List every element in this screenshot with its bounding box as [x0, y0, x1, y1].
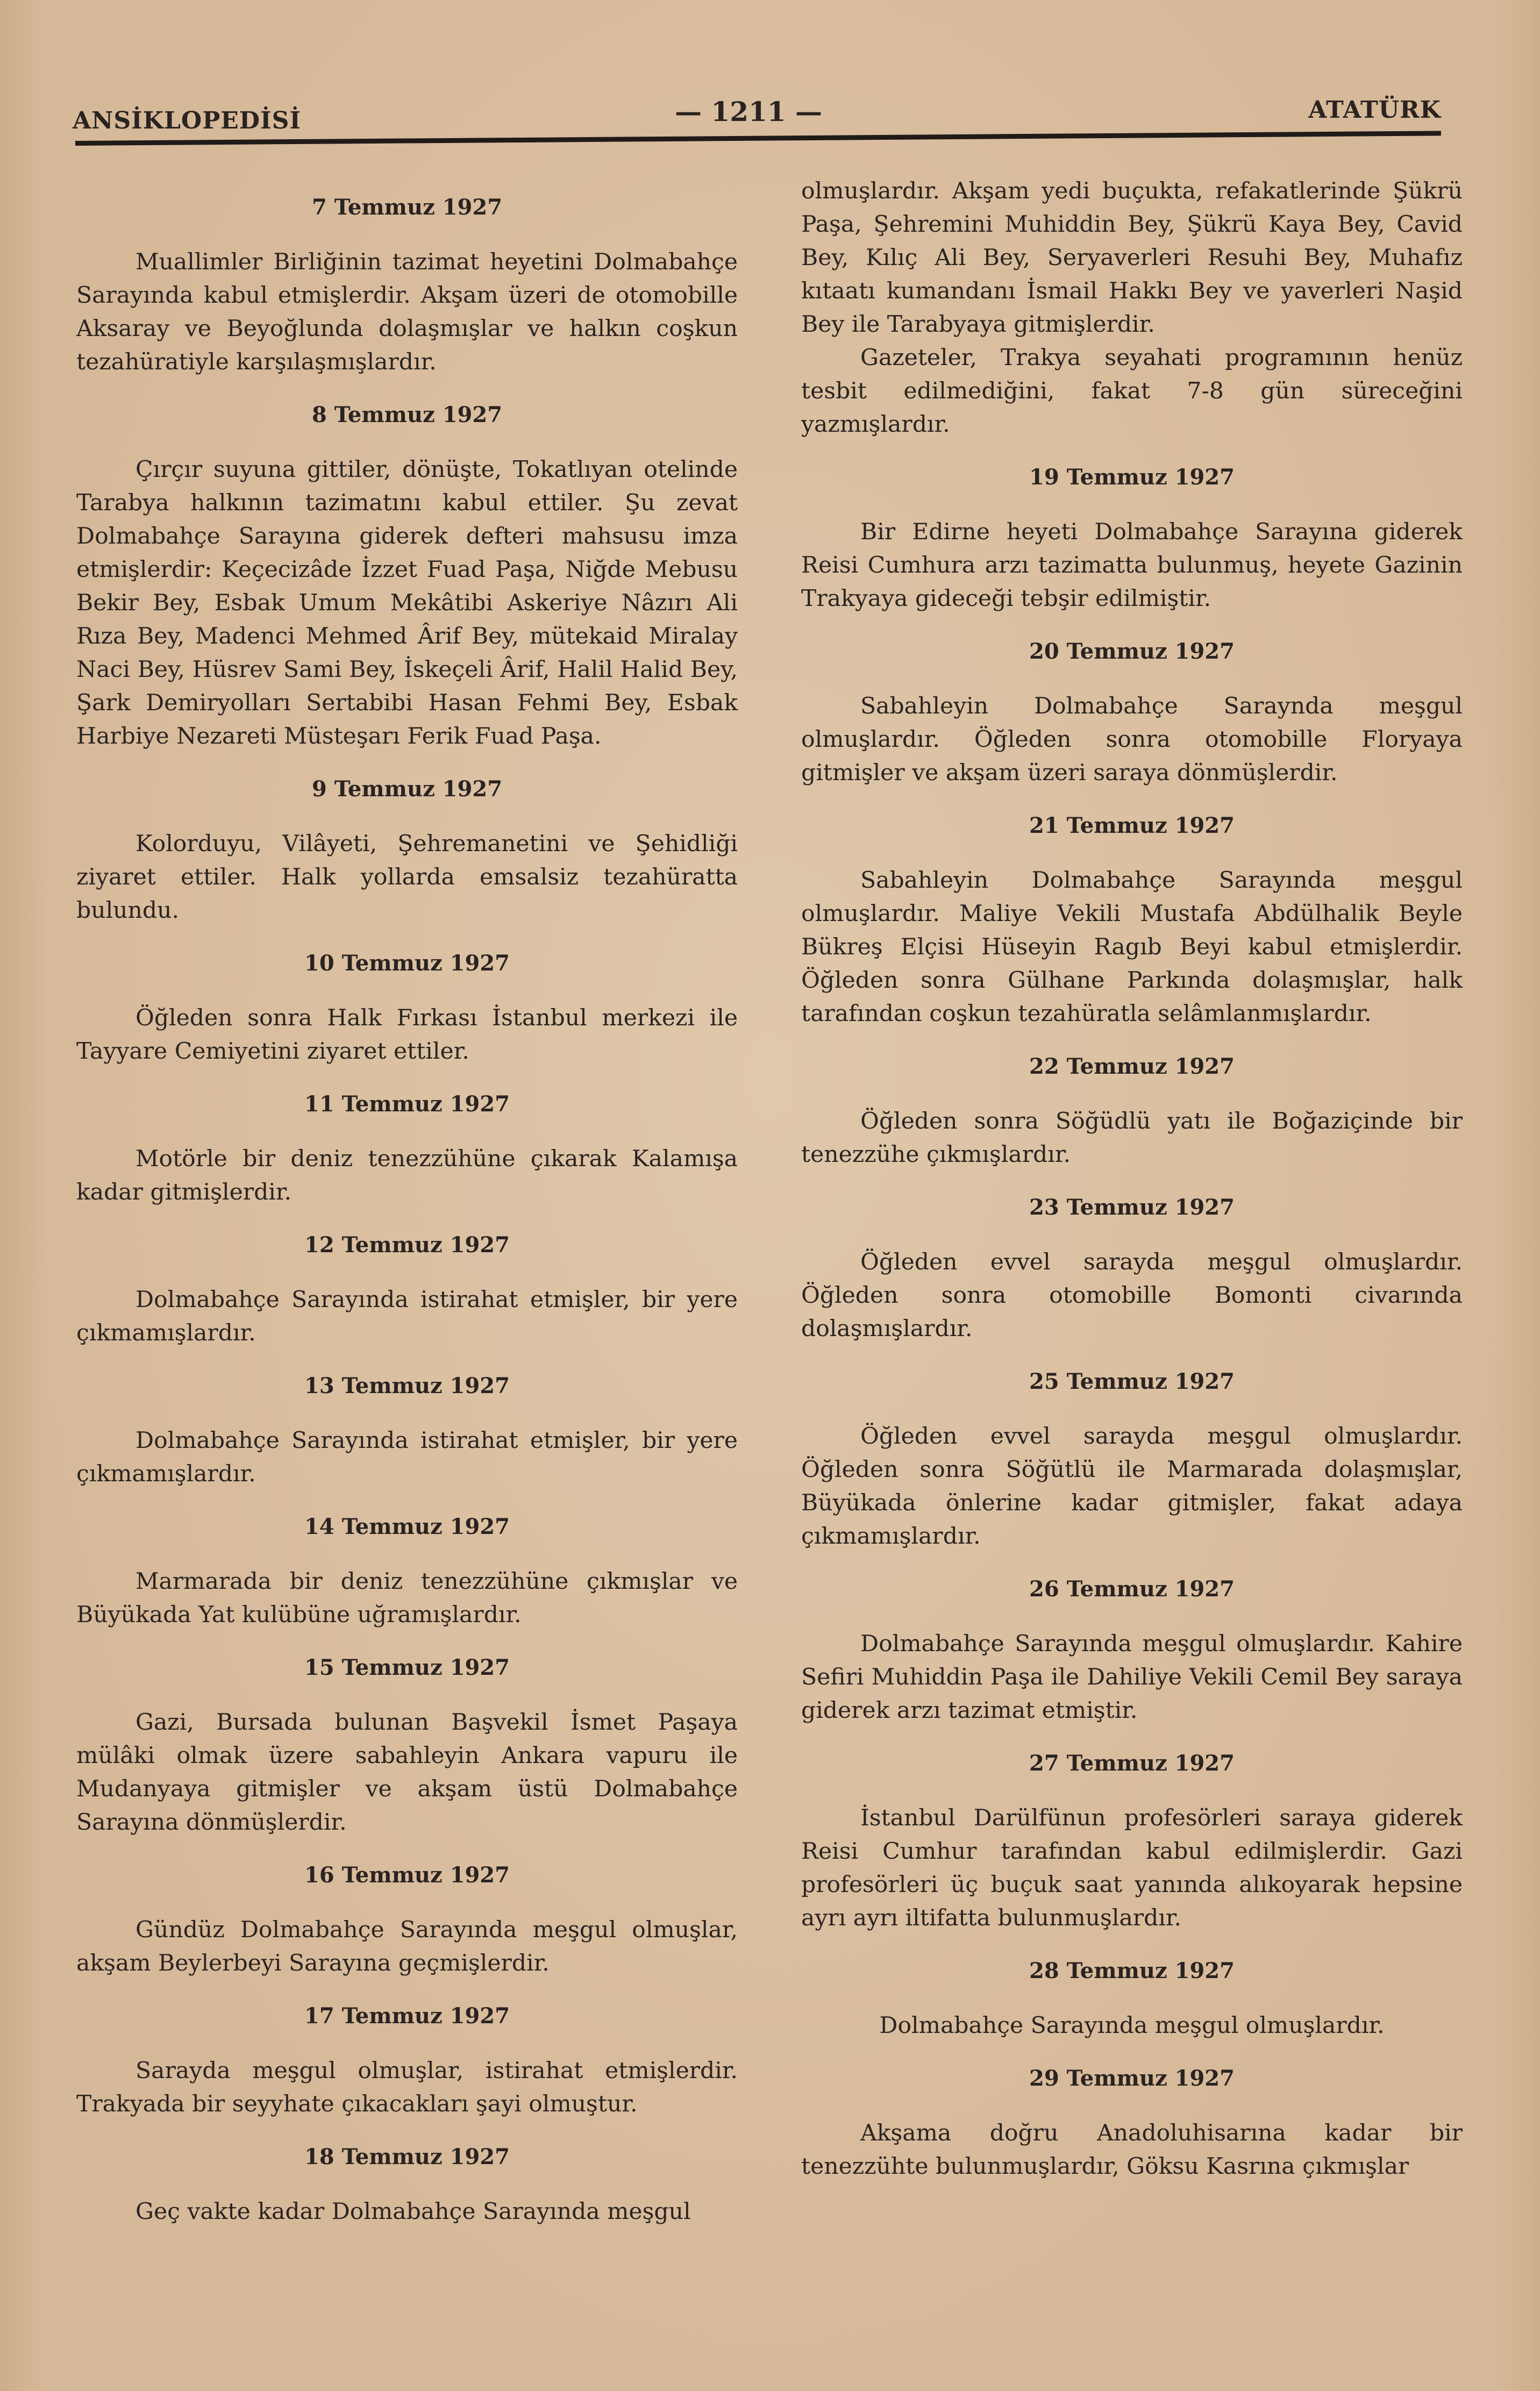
entry-date: 27 Temmuz 1927 [1029, 1751, 1235, 1776]
entry-date: 18 Temmuz 1927 [304, 2144, 510, 2169]
entry-text: Muallimler Birliğinin tazimat heyetini Dolmabahçe Sarayında kabul etmişlerdir. Akşam üzeri de otomobille Aksaray ve Beyoğlunda dolaşmışlar ve halkın coşkun tezahüratiyle karşılaşmışlardır. [76, 249, 738, 375]
entry-text: Gündüz Dolmabahçe Sarayında meşgul olmuşlar, akşam Beylerbeyi Sarayına geçmişlerdir. [76, 1917, 738, 1976]
entry [76, 1859, 738, 1980]
entry [801, 1365, 1463, 1553]
entry-date: 17 Temmuz 1927 [304, 2003, 510, 2029]
entry-text: Çırçır suyuna gittiler, dönüşte, Tokatlıyan otelinde Tarabya halkının tazimatını kabul ettiler. Şu zevat Dolmabahçe Sarayına giderek defteri mahsusu imza etmişlerdir: Keçecizâde İzzet Fuad Paşa, Niğde Mebusu Bekir Bey, Esbak Umum Mekâtibi Askeriye Nâzırı Ali Rıza Bey, Madenci Mehmed Ârif Bey, mütekaid Miralay Naci Bey, Hüsrev Sami Bey, İskeçeli Ârif, Halil Halid Bey, Şark Demiryolları Sertabibi Hasan Fehmi Bey, Esbak Harbiye Nezareti Müsteşarı Ferik Fuad Paşa. [76, 456, 738, 750]
entry-date: 13 Temmuz 1927 [304, 1373, 510, 1398]
entry [76, 1651, 738, 1839]
entry-text: Akşama doğru Anadoluhisarına kadar bir tenezzühte bulunmuşlardır, Göksu Kasrına çıkmışlar [801, 2120, 1463, 2180]
entry [76, 191, 738, 379]
entry-text: İstanbul Darülfünun profesörleri saraya giderek Reisi Cumhur tarafından kabul edilmişlerdir. Gazi profesörleri üç buçuk saat yanında alıkoyarak hepsine ayrı ayrı iltifatta bulunmuşlardır. [801, 1805, 1463, 1931]
entry-text: Dolmabahçe Sarayında meşgul olmuşlardır. Kahire Sefiri Muhiddin Paşa ile Dahiliye Vekili Cemil Bey saraya giderek arzı tazimat etmiştir. [801, 1631, 1463, 1724]
entry-date: 22 Temmuz 1927 [1029, 1054, 1235, 1079]
entry-date: 26 Temmuz 1927 [1029, 1576, 1235, 1602]
running-header [73, 96, 1441, 134]
entry-date: 19 Temmuz 1927 [1029, 465, 1235, 490]
entry-date: 9 Temmuz 1927 [311, 776, 503, 802]
entry-date: 12 Temmuz 1927 [304, 1232, 510, 1258]
entry-text: Öğleden evvel sarayda meşgul olmuşlardır. Öğleden sonra Söğütlü ile Marmarada dolaşmışlar, Büyükada önlerine kadar gitmişler, fakat adaya çıkmamışlardır. [801, 1423, 1463, 1550]
entry-text: Öğleden sonra Halk Fırkası İstanbul merkezi ile Tayyare Cemiyetini ziyaret ettiler. [76, 1005, 738, 1065]
entry-text: Geç vakte kadar Dolmabahçe Sarayında meşgul [136, 2199, 691, 2225]
entry [801, 1747, 1463, 1935]
entry [76, 398, 738, 753]
entry-date: 25 Temmuz 1927 [1029, 1369, 1235, 1394]
entry [76, 2140, 738, 2229]
entry-text: Öğleden sonra Söğüdlü yatı ile Boğaziçinde bir tenezzühe çıkmışlardır. [801, 1108, 1463, 1168]
entry-date: 11 Temmuz 1927 [304, 1091, 510, 1117]
entry [801, 809, 1463, 1031]
entry-date: 20 Temmuz 1927 [1029, 639, 1235, 664]
entry [76, 1229, 738, 1350]
continued-text: olmuşlardır. Akşam yedi buçukta, refakatlerinde Şükrü Paşa, Şehremini Muhiddin Bey, Şükrü Kaya Bey, Cavid Bey, Kılıç Ali Bey, Seryaverleri Resuhi Bey, Muhafız kıtaatı kumandanı İsmail Hakkı Bey ve yaverleri Naşid Bey ile Tarabyaya gitmişlerdir. [801, 178, 1463, 338]
entry-date: 29 Temmuz 1927 [1029, 2066, 1235, 2091]
header-title-left: ANSİKLOPEDİSİ [73, 107, 301, 134]
continued-text: Gazeteler, Trakya seyahati programının henüz tesbit edilmediğini, fakat 7-8 gün süreceğini yazmışlardır. [801, 345, 1463, 438]
entry-text: Dolmabahçe Sarayında istirahat etmişler, bir yere çıkmamışlardır. [76, 1428, 738, 1487]
entry-text: Sabahleyin Dolmabahçe Saraynda meşgul olmuşlardır. Öğleden sonra otomobille Floryaya gitmişler ve akşam üzeri saraya dönmüşlerdir. [801, 693, 1463, 786]
entry-text: Öğleden evvel sarayda meşgul olmuşlardır. Öğleden sonra otomobille Bomonti civarında dolaşmışlardır. [801, 1249, 1463, 1342]
page-number: — 1211 — [675, 96, 822, 127]
header-title-right: ATATÜRK [1308, 96, 1441, 124]
entry [801, 2062, 1463, 2183]
entry-text: Motörle bir deniz tenezzühüne çıkarak Kalamışa kadar gitmişlerdir. [76, 1146, 738, 1205]
entry [801, 1191, 1463, 1346]
entry [76, 947, 738, 1068]
entry-date: 21 Temmuz 1927 [1029, 813, 1235, 838]
entry-date: 28 Temmuz 1927 [1029, 1958, 1235, 1983]
entry [801, 461, 1463, 616]
entry [76, 2000, 738, 2121]
entry-text: Kolorduyu, Vilâyeti, Şehremanetini ve Şehidliği ziyaret ettiler. Halk yollarda emsalsiz tezahüratta bulundu. [76, 831, 738, 924]
entry-date: 23 Temmuz 1927 [1029, 1195, 1235, 1220]
entry [801, 635, 1463, 790]
entry-text: Gazi, Bursada bulunan Başvekil İsmet Paşaya mülâki olmak üzere sabahleyin Ankara vapuru ile Mudanyaya gitmişler ve akşam üstü Dolmabahçe Sarayına dönmüşlerdir. [76, 1709, 738, 1836]
entry-date: 14 Temmuz 1927 [304, 1514, 510, 1539]
entry [801, 1573, 1463, 1728]
entry-text: Dolmabahçe Sarayında meşgul olmuşlardır. [879, 2012, 1385, 2039]
right-column [801, 175, 1463, 2183]
entry [801, 1954, 1463, 2043]
entry-text: Dolmabahçe Sarayında istirahat etmişler, bir yere çıkmamışlardır. [76, 1287, 738, 1346]
entry [76, 1088, 738, 1209]
entry-text: Sabahleyin Dolmabahçe Sarayında meşgul olmuşlardır. Maliye Vekili Mustafa Abdülhalik Beyle Bükreş Elçisi Hüseyin Ragıb Beyi kabul etmişlerdir. Öğleden sonra Gülhane Parkında dolaşmışlar, halk tarafından coşkun tezahüratla selâmlanmışlardır. [801, 867, 1463, 1027]
entry [801, 1050, 1463, 1172]
entry [76, 1369, 738, 1491]
left-column [76, 185, 738, 2229]
entry-date: 16 Temmuz 1927 [304, 1862, 510, 1888]
entry [76, 773, 738, 927]
entry [76, 1510, 738, 1632]
entry-text: Marmarada bir deniz tenezzühüne çıkmışlar ve Büyükada Yat kulübüne uğramışlardır. [76, 1568, 738, 1628]
entry-date: 8 Temmuz 1927 [311, 402, 503, 427]
entry-date: 15 Temmuz 1927 [304, 1655, 510, 1680]
entry-date: 7 Temmuz 1927 [311, 195, 503, 220]
entry-text: Bir Edirne heyeti Dolmabahçe Sarayına giderek Reisi Cumhura arzı tazimatta bulunmuş, heyete Gazinin Trakyaya gideceği tebşir edilmiştir. [801, 519, 1463, 612]
entry-date: 10 Temmuz 1927 [304, 951, 510, 976]
entry-text: Sarayda meşgul olmuşlar, istirahat etmişlerdir. Trakyada bir seyyhate çıkacakları şayi olmuştur. [76, 2058, 738, 2117]
